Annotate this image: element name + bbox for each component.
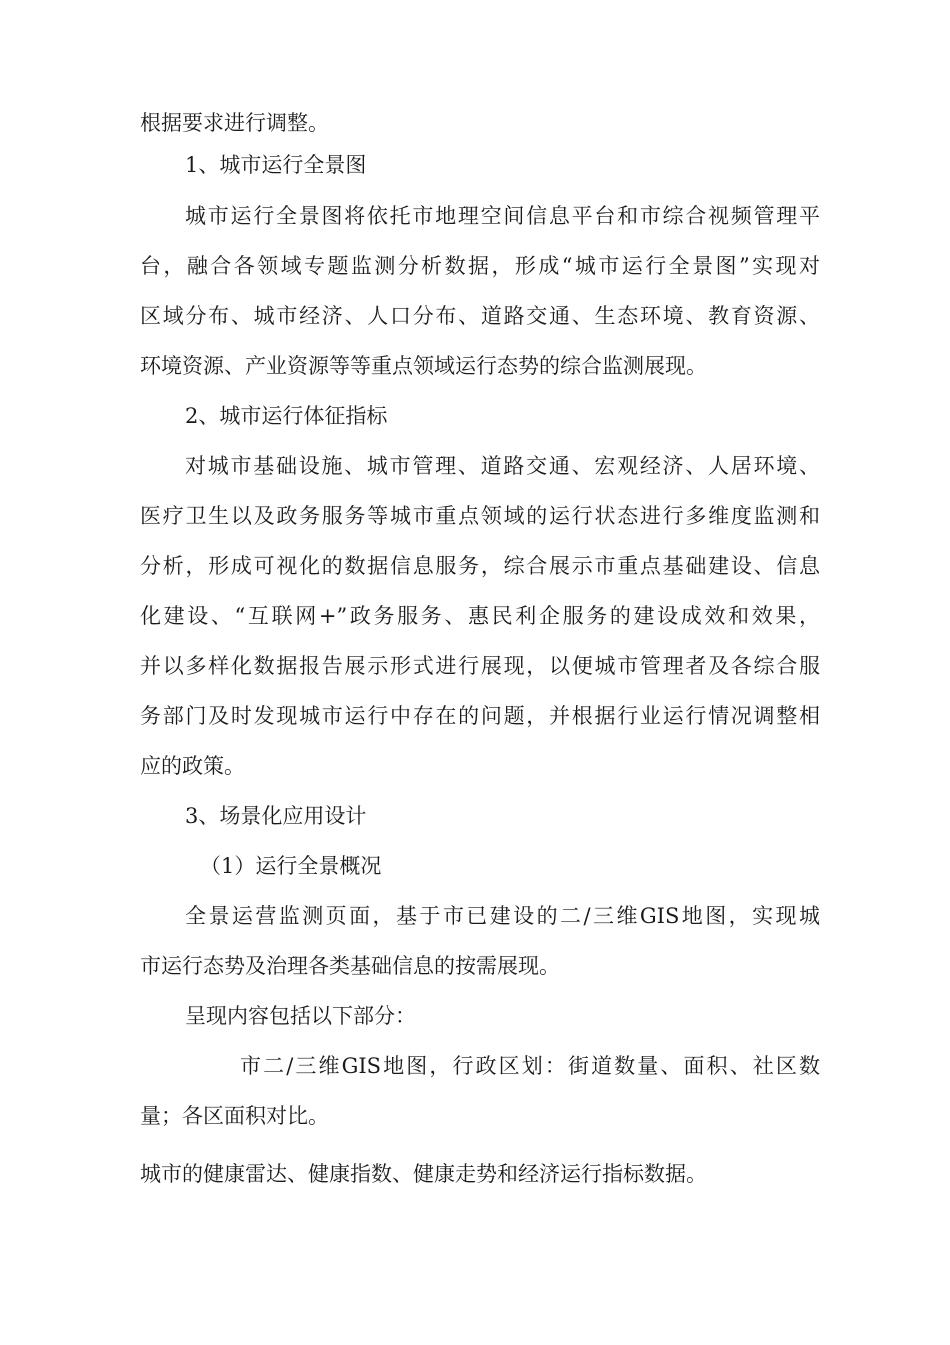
paragraph-line: 根据要求进行调整。 [140, 111, 329, 135]
subsection-heading: （1）运行全景概况 [200, 854, 382, 878]
paragraph-line: 并以多样化数据报告展示形式进行展现，以便城市管理者及各综合服 [140, 654, 820, 678]
paragraph-line: 分析，形成可视化的数据信息服务，综合展示市重点基础建设、信息 [140, 554, 820, 578]
paragraph-line: 化建设、“互联网+”政务服务、惠民利企服务的建设成效和效果， [140, 604, 820, 628]
paragraph-line: 市运行态势及治理各类基础信息的按需展现。 [140, 954, 560, 978]
paragraph-line: 务部门及时发现城市运行中存在的问题，并根据行业运行情况调整相 [140, 704, 820, 728]
paragraph-line: 台，融合各领域专题监测分析数据，形成“城市运行全景图”实现对 [140, 254, 820, 278]
paragraph-line: 量；各区面积对比。 [140, 1104, 329, 1128]
paragraph-line: 市二/三维GIS地图，行政区划：街道数量、面积、社区数 [240, 1054, 820, 1078]
paragraph-line: 环境资源、产业资源等等重点领域运行态势的综合监测展现。 [140, 354, 707, 378]
section-heading-3: 3、场景化应用设计 [185, 804, 367, 828]
paragraph-line: 对城市基础设施、城市管理、道路交通、宏观经济、人居环境、 [185, 454, 820, 478]
paragraph-line: 呈现内容包括以下部分： [185, 1004, 416, 1028]
paragraph-line: 城市的健康雷达、健康指数、健康走势和经济运行指标数据。 [140, 1162, 707, 1186]
paragraph-line: 应的政策。 [140, 754, 245, 778]
paragraph-line: 城市运行全景图将依托市地理空间信息平台和市综合视频管理平 [185, 204, 820, 228]
section-heading-1: 1、城市运行全景图 [185, 153, 367, 177]
section-heading-2: 2、城市运行体征指标 [185, 404, 388, 428]
paragraph-line: 医疗卫生以及政务服务等城市重点领域的运行状态进行多维度监测和 [140, 504, 820, 528]
paragraph-line: 全景运营监测页面，基于市已建设的二/三维GIS地图，实现城 [185, 904, 820, 928]
paragraph-line: 区域分布、城市经济、人口分布、道路交通、生态环境、教育资源、 [140, 304, 820, 328]
